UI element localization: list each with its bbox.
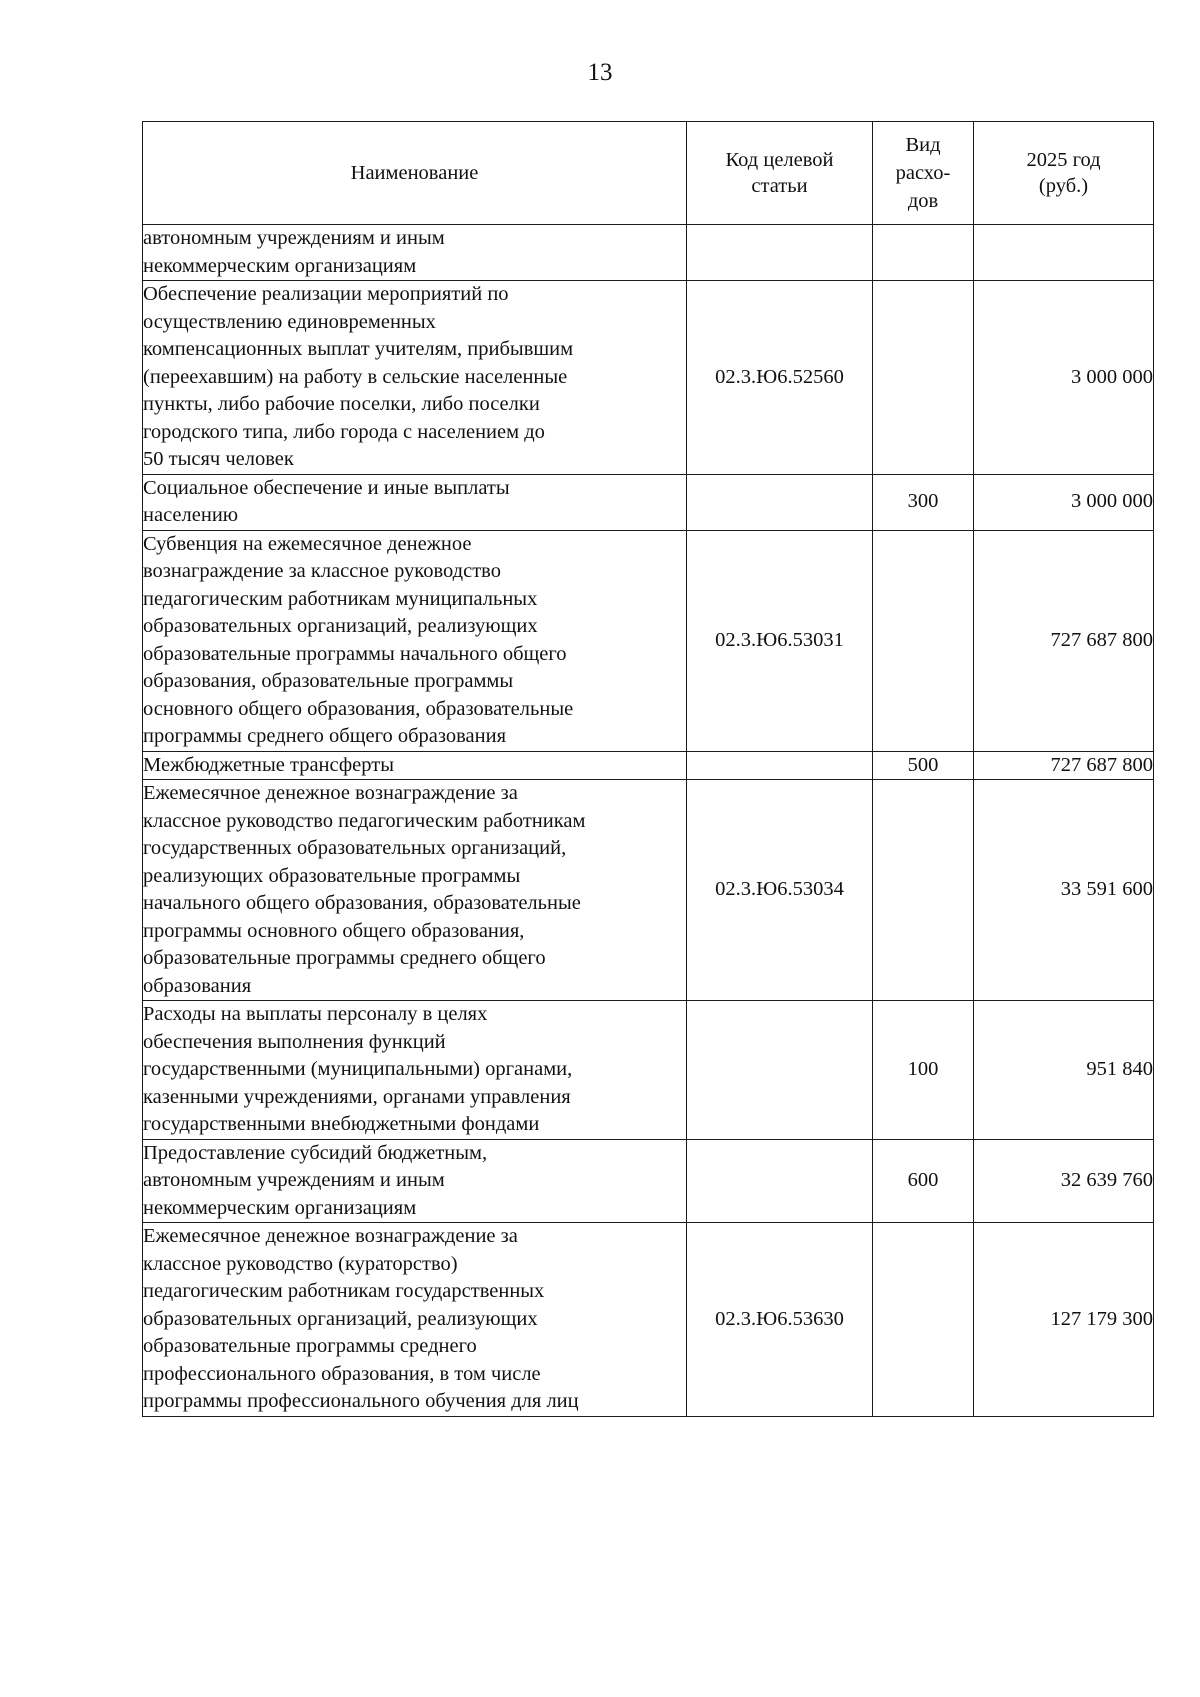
table-header-row	[143, 122, 1154, 225]
table-row	[143, 1001, 1154, 1140]
cell-name-line: классное руководство педагогическим работникам	[143, 809, 586, 832]
cell-sum: 32 639 760	[974, 1139, 1154, 1223]
cell-sum	[974, 225, 1154, 281]
cell-kind	[873, 1223, 974, 1417]
cell-kind	[873, 225, 974, 281]
cell-name-line: автономным учреждениям и иным	[143, 227, 445, 249]
cell-name	[143, 281, 687, 475]
cell-name-line: образовательные программы начального общего	[143, 642, 567, 665]
cell-sum: 127 179 300	[974, 1223, 1154, 1417]
header-name: Наименование	[143, 122, 687, 225]
header-code-line: статьи	[751, 175, 808, 197]
cell-kind: 100	[873, 1001, 974, 1140]
cell-name-line: педагогическим работникам государственных	[143, 1280, 545, 1302]
cell-name	[143, 225, 687, 281]
cell-kind: 300	[873, 474, 974, 530]
cell-name-line: (переехавшим) на работу в сельские населенные	[143, 365, 568, 388]
cell-name	[143, 751, 687, 780]
cell-kind	[873, 780, 974, 1001]
table-body	[143, 225, 1154, 1417]
cell-code: 02.3.Ю6.53630	[687, 1223, 873, 1417]
table-row	[143, 751, 1154, 780]
cell-name-line: образовательных организаций, реализующих	[143, 615, 538, 637]
cell-name	[143, 474, 687, 530]
table-row	[143, 281, 1154, 475]
cell-name-line: программы профессионального обучения для лиц	[143, 1390, 579, 1412]
cell-code	[687, 474, 873, 530]
cell-code	[687, 751, 873, 780]
cell-name	[143, 1001, 687, 1140]
cell-name-line: 50 тысяч человек	[143, 448, 294, 470]
cell-name-line: Расходы на выплаты персоналу в целях	[143, 1003, 488, 1025]
cell-name-line: педагогическим работникам муниципальных	[143, 587, 538, 610]
cell-name-line: осуществлению единовременных	[143, 310, 436, 333]
table-row	[143, 1139, 1154, 1223]
cell-name-line: начального общего образования, образовательные	[143, 892, 581, 914]
cell-sum: 3 000 000	[974, 281, 1154, 475]
header-kind	[873, 122, 974, 225]
cell-name-line: автономным учреждениям и иным	[143, 1169, 445, 1191]
table-row	[143, 530, 1154, 751]
header-code-line: Код целевой	[725, 149, 834, 171]
cell-name-line: Предоставление субсидий бюджетным,	[143, 1141, 488, 1164]
cell-code: 02.3.Ю6.52560	[687, 281, 873, 475]
table-row	[143, 225, 1154, 281]
cell-sum: 727 687 800	[974, 530, 1154, 751]
header-kind-line: Вид	[905, 134, 941, 156]
page-number: 13	[587, 59, 613, 86]
cell-name	[143, 1223, 687, 1417]
cell-name-line: вознаграждение за классное руководство	[143, 560, 501, 582]
cell-name-line: профессионального образования, в том числе	[143, 1362, 541, 1385]
cell-name-line: программы основного общего образования,	[143, 919, 525, 942]
cell-kind	[873, 530, 974, 751]
cell-name-line: некоммерческим организациям	[143, 1196, 417, 1219]
cell-name	[143, 530, 687, 751]
cell-code	[687, 1139, 873, 1223]
cell-kind	[873, 281, 974, 475]
table-row	[143, 474, 1154, 530]
header-kind-line: расхо-	[895, 162, 951, 184]
cell-name-line: обеспечения выполнения функций	[143, 1030, 446, 1053]
cell-name-line: классное руководство (кураторство)	[143, 1252, 458, 1275]
cell-name-line: образования, образовательные программы	[143, 670, 514, 692]
budget-table	[142, 121, 1154, 1417]
cell-name-line: некоммерческим организациям	[143, 254, 417, 277]
cell-kind: 600	[873, 1139, 974, 1223]
cell-name-line: государственными (муниципальными) органами,	[143, 1058, 573, 1080]
cell-name-line: образовательных организаций, реализующих	[143, 1307, 538, 1330]
header-sum-line: 2025 год	[1026, 149, 1101, 171]
cell-name-line: пункты, либо рабочие поселки, либо поселки	[143, 393, 540, 415]
cell-code: 02.3.Ю6.53031	[687, 530, 873, 751]
cell-name-line: Ежемесячное денежное вознаграждение за	[143, 782, 518, 804]
cell-name-line: образования	[143, 974, 252, 997]
cell-name	[143, 1139, 687, 1223]
cell-kind: 500	[873, 751, 974, 780]
cell-name-line: государственными внебюджетными фондами	[143, 1113, 540, 1135]
cell-sum: 3 000 000	[974, 474, 1154, 530]
cell-name-line: образовательные программы среднего общего	[143, 947, 546, 969]
cell-name-line: образовательные программы среднего	[143, 1335, 477, 1357]
cell-name-line: основного общего образования, образовательные	[143, 697, 574, 720]
header-kind-line: дов	[907, 190, 939, 212]
cell-name-line: Социальное обеспечение и иные выплаты	[143, 476, 510, 499]
header-code	[687, 122, 873, 225]
cell-name-line: программы среднего общего образования	[143, 725, 506, 747]
cell-name-line: населению	[143, 504, 239, 526]
cell-name-line: Межбюджетные трансферты	[143, 753, 394, 776]
cell-name-line: городского типа, либо города с населением до	[143, 420, 545, 443]
table-row	[143, 1223, 1154, 1417]
cell-code	[687, 225, 873, 281]
cell-name-line: государственных образовательных организаций,	[143, 837, 567, 859]
header-sum	[974, 122, 1154, 225]
cell-name-line: реализующих образовательные программы	[143, 864, 521, 887]
table-row	[143, 780, 1154, 1001]
cell-code: 02.3.Ю6.53034	[687, 780, 873, 1001]
cell-name	[143, 780, 687, 1001]
cell-sum: 951 840	[974, 1001, 1154, 1140]
cell-name-line: казенными учреждениями, органами управления	[143, 1085, 571, 1108]
cell-name-line: Обеспечение реализации мероприятий по	[143, 283, 509, 305]
cell-name-line: Субвенция на ежемесячное денежное	[143, 532, 472, 555]
cell-name-line: Ежемесячное денежное вознаграждение за	[143, 1225, 518, 1247]
cell-sum: 727 687 800	[974, 751, 1154, 780]
cell-name-line: компенсационных выплат учителям, прибывшим	[143, 338, 574, 360]
header-sum-line: (руб.)	[1038, 175, 1089, 197]
cell-sum: 33 591 600	[974, 780, 1154, 1001]
cell-code	[687, 1001, 873, 1140]
